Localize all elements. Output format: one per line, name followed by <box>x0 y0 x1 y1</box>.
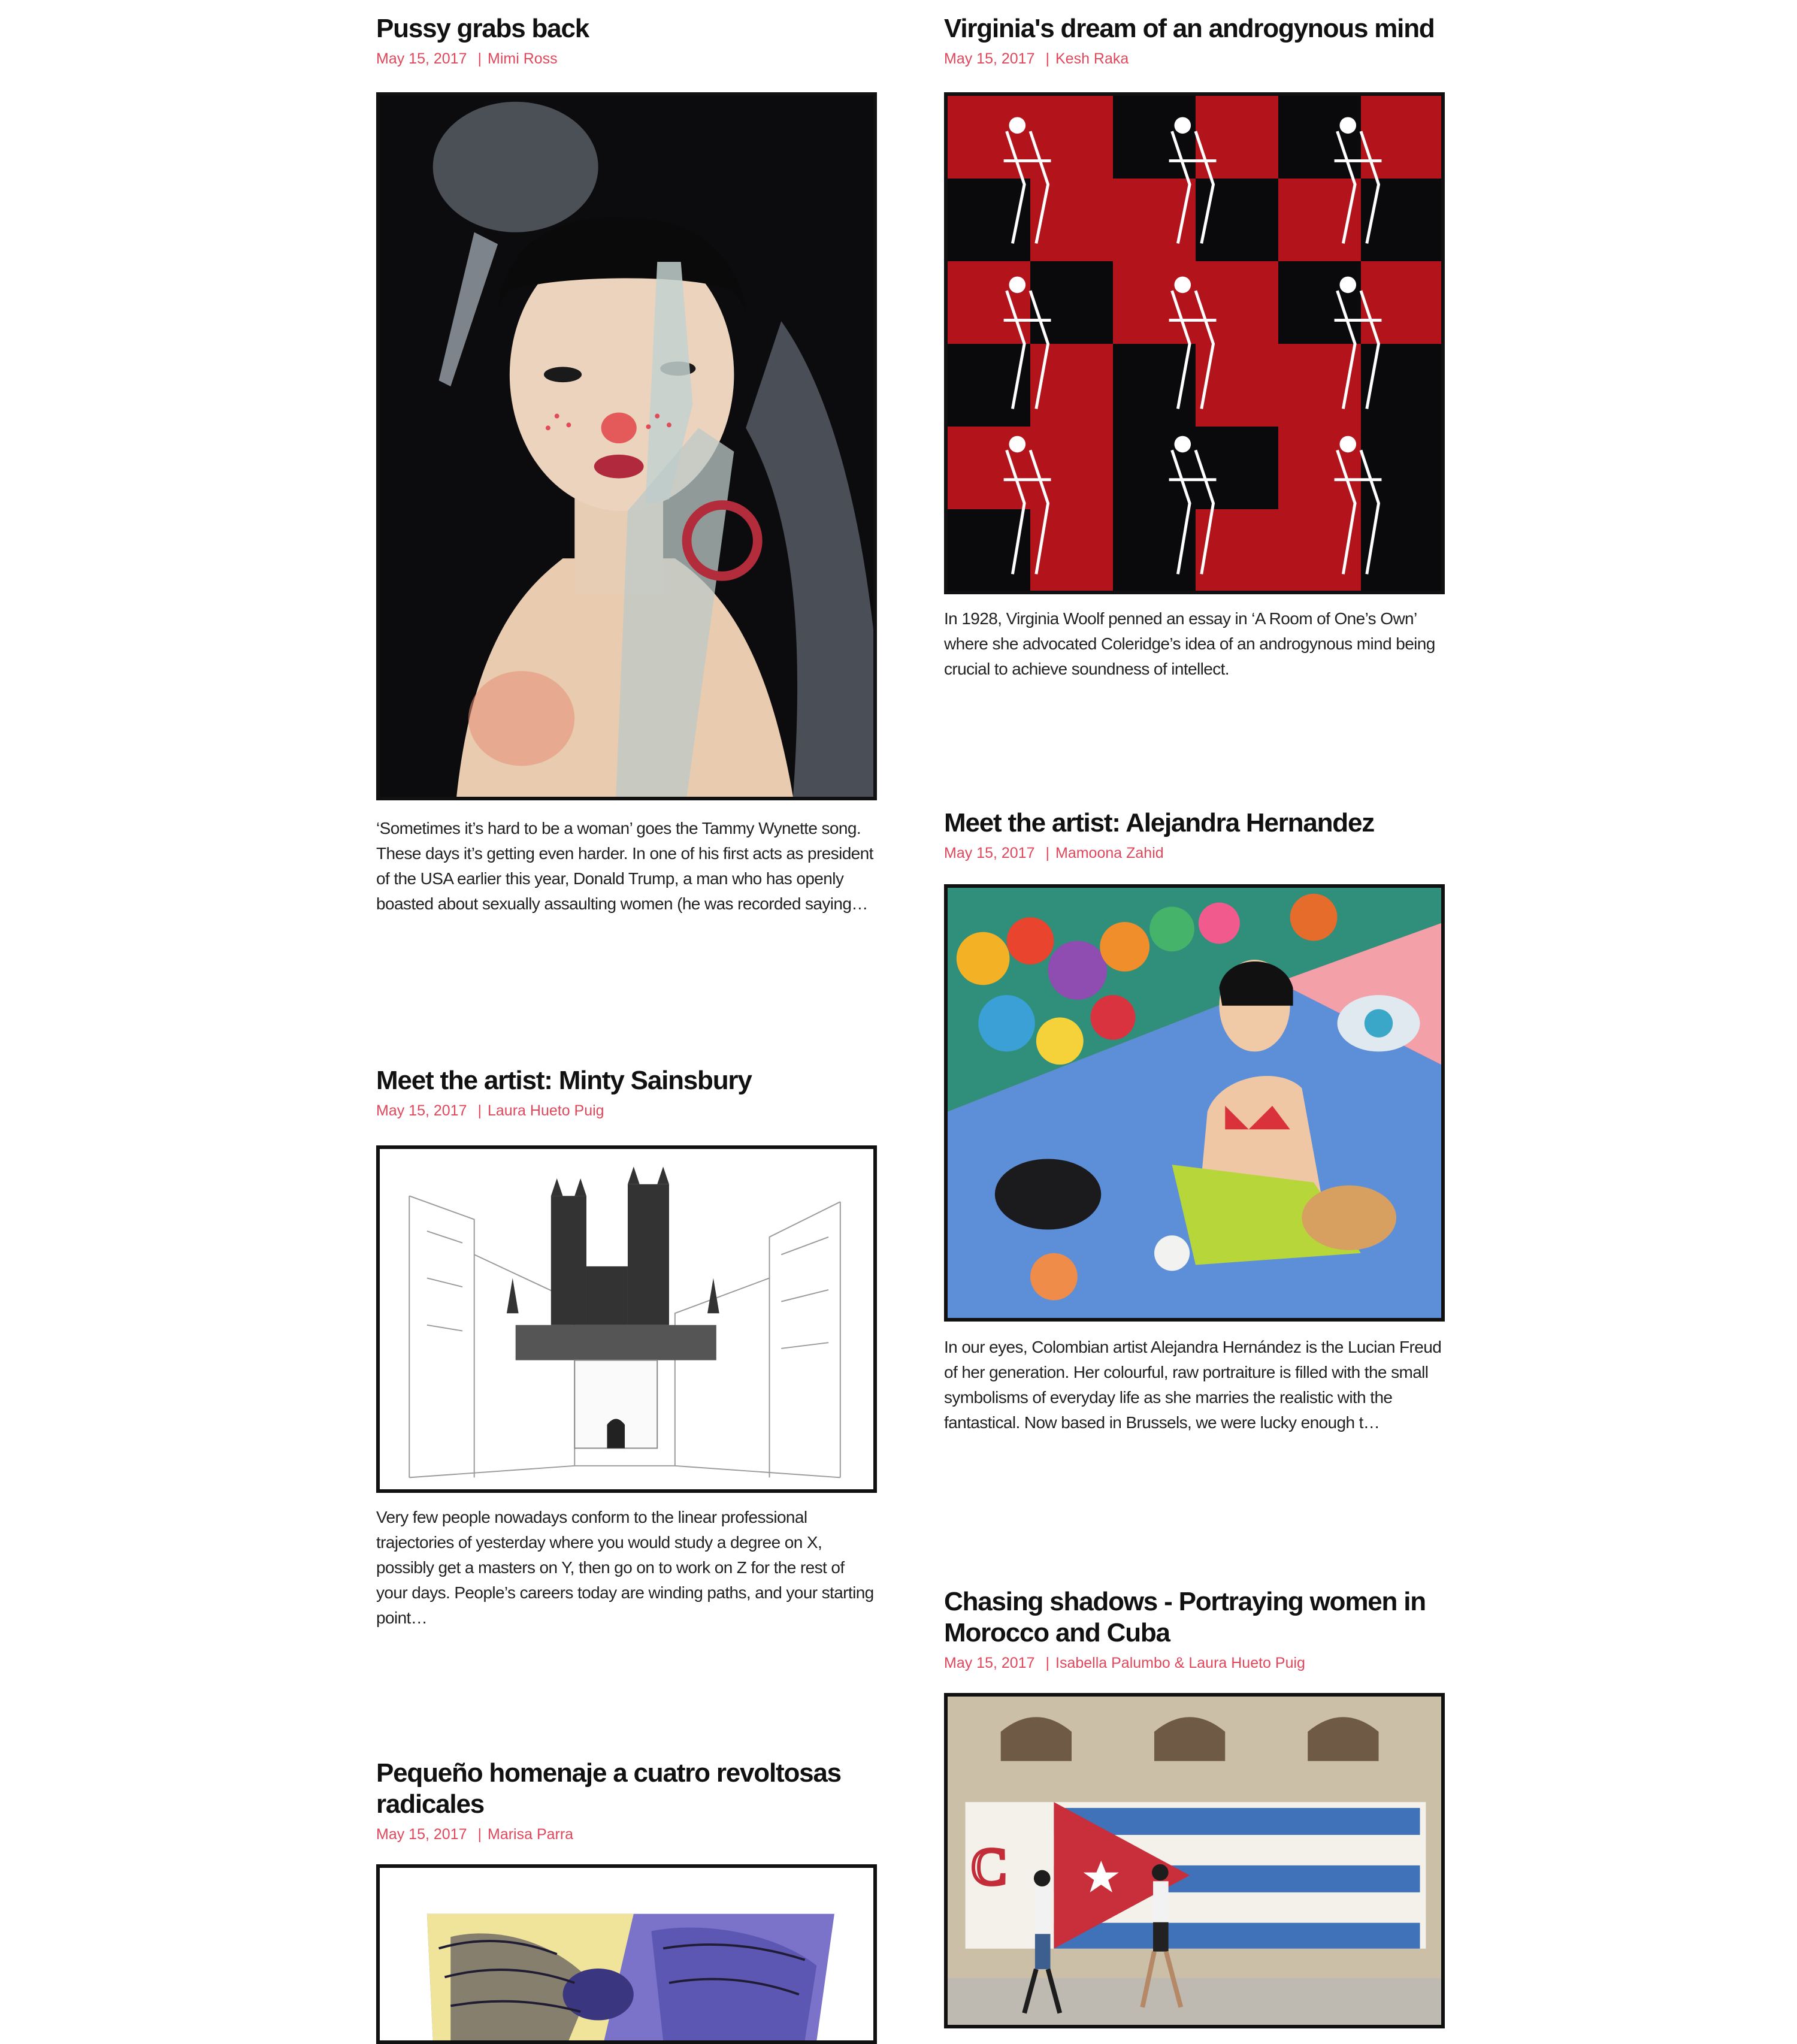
post-title[interactable]: Virginia's dream of an androgynous mind <box>944 14 1435 43</box>
mural-decoration: C <box>971 1837 1007 1897</box>
post-meta <box>376 50 877 68</box>
post-meta <box>376 1826 877 1843</box>
post-image[interactable] <box>376 1864 877 2044</box>
post-meta <box>944 845 1445 862</box>
meta-separator: | <box>477 1102 482 1119</box>
post-date: May 15, 2017 <box>944 845 1035 861</box>
post-title[interactable]: Chasing shadows - Portraying women in Morocco and Cuba <box>944 1587 1426 1647</box>
meta-separator: | <box>1045 845 1049 861</box>
meta-separator: | <box>477 50 482 67</box>
post-image[interactable] <box>944 884 1445 1322</box>
post-image[interactable] <box>944 92 1445 594</box>
post-card <box>944 808 1445 1478</box>
post-meta <box>944 50 1445 68</box>
post-excerpt: In 1928, Virginia Woolf penned an essay in ‘A Room of One’s Own’ where she advocated Coleridge’s idea of an androgynous mind being crucial to achieve soundness of intellect. <box>944 609 1435 678</box>
post-card <box>376 1065 877 1640</box>
post-author[interactable]: Isabella Palumbo & Laura Hueto Puig <box>1055 1655 1305 1671</box>
meta-separator: | <box>1045 50 1049 67</box>
post-excerpt: Very few people nowadays conform to the linear professional trajectories of yesterday where you would study a degree on X, possibly get a masters on Y, then go on to work on Z for the rest of your days. People’s careers today are winding paths, and your starting point… <box>376 1508 874 1627</box>
post-date: May 15, 2017 <box>944 50 1035 67</box>
meta-separator: | <box>477 1826 482 1843</box>
post-title[interactable]: Meet the artist: Minty Sainsbury <box>376 1066 752 1095</box>
post-author[interactable]: Laura Hueto Puig <box>488 1102 604 1119</box>
post-meta <box>944 1655 1445 1672</box>
post-card <box>376 1758 877 2009</box>
post-excerpt: ‘Sometimes it’s hard to be a woman’ goes the Tammy Wynette song. These days it’s getting even harder. In one of his first acts as president of the USA earlier this year, Donald Trump, a man who has openly boasted about sexually assaulting women (he was recorded saying… <box>376 819 873 913</box>
post-excerpt: In our eyes, Colombian artist Alejandra Hernández is the Lucian Freud of her generation. Her colourful, raw portraiture is filled with the small symbolisms of everyday life as she marries the realistic with the fantastical. Now based in Brussels, we were lucky enough t… <box>944 1338 1442 1432</box>
post-author[interactable]: Kesh Raka <box>1055 50 1129 67</box>
post-date: May 15, 2017 <box>376 1102 467 1119</box>
post-title[interactable]: Pequeño homenaje a cuatro revoltosas radicales <box>376 1758 841 1819</box>
post-author[interactable]: Mimi Ross <box>488 50 558 67</box>
post-author[interactable]: Mamoona Zahid <box>1055 845 1164 861</box>
post-meta <box>376 1102 877 1120</box>
post-date: May 15, 2017 <box>376 50 467 67</box>
post-image[interactable] <box>944 1693 1445 2028</box>
post-date: May 15, 2017 <box>944 1655 1035 1671</box>
post-image[interactable] <box>376 92 877 800</box>
post-card <box>944 13 1445 702</box>
post-title[interactable]: Meet the artist: Alejandra Hernandez <box>944 808 1375 837</box>
post-date: May 15, 2017 <box>376 1826 467 1843</box>
meta-separator: | <box>1045 1655 1049 1671</box>
post-title[interactable]: Pussy grabs back <box>376 14 589 43</box>
post-author[interactable]: Marisa Parra <box>488 1826 574 1843</box>
post-image[interactable] <box>376 1145 877 1493</box>
post-card <box>944 1586 1445 2009</box>
post-card <box>376 13 877 948</box>
